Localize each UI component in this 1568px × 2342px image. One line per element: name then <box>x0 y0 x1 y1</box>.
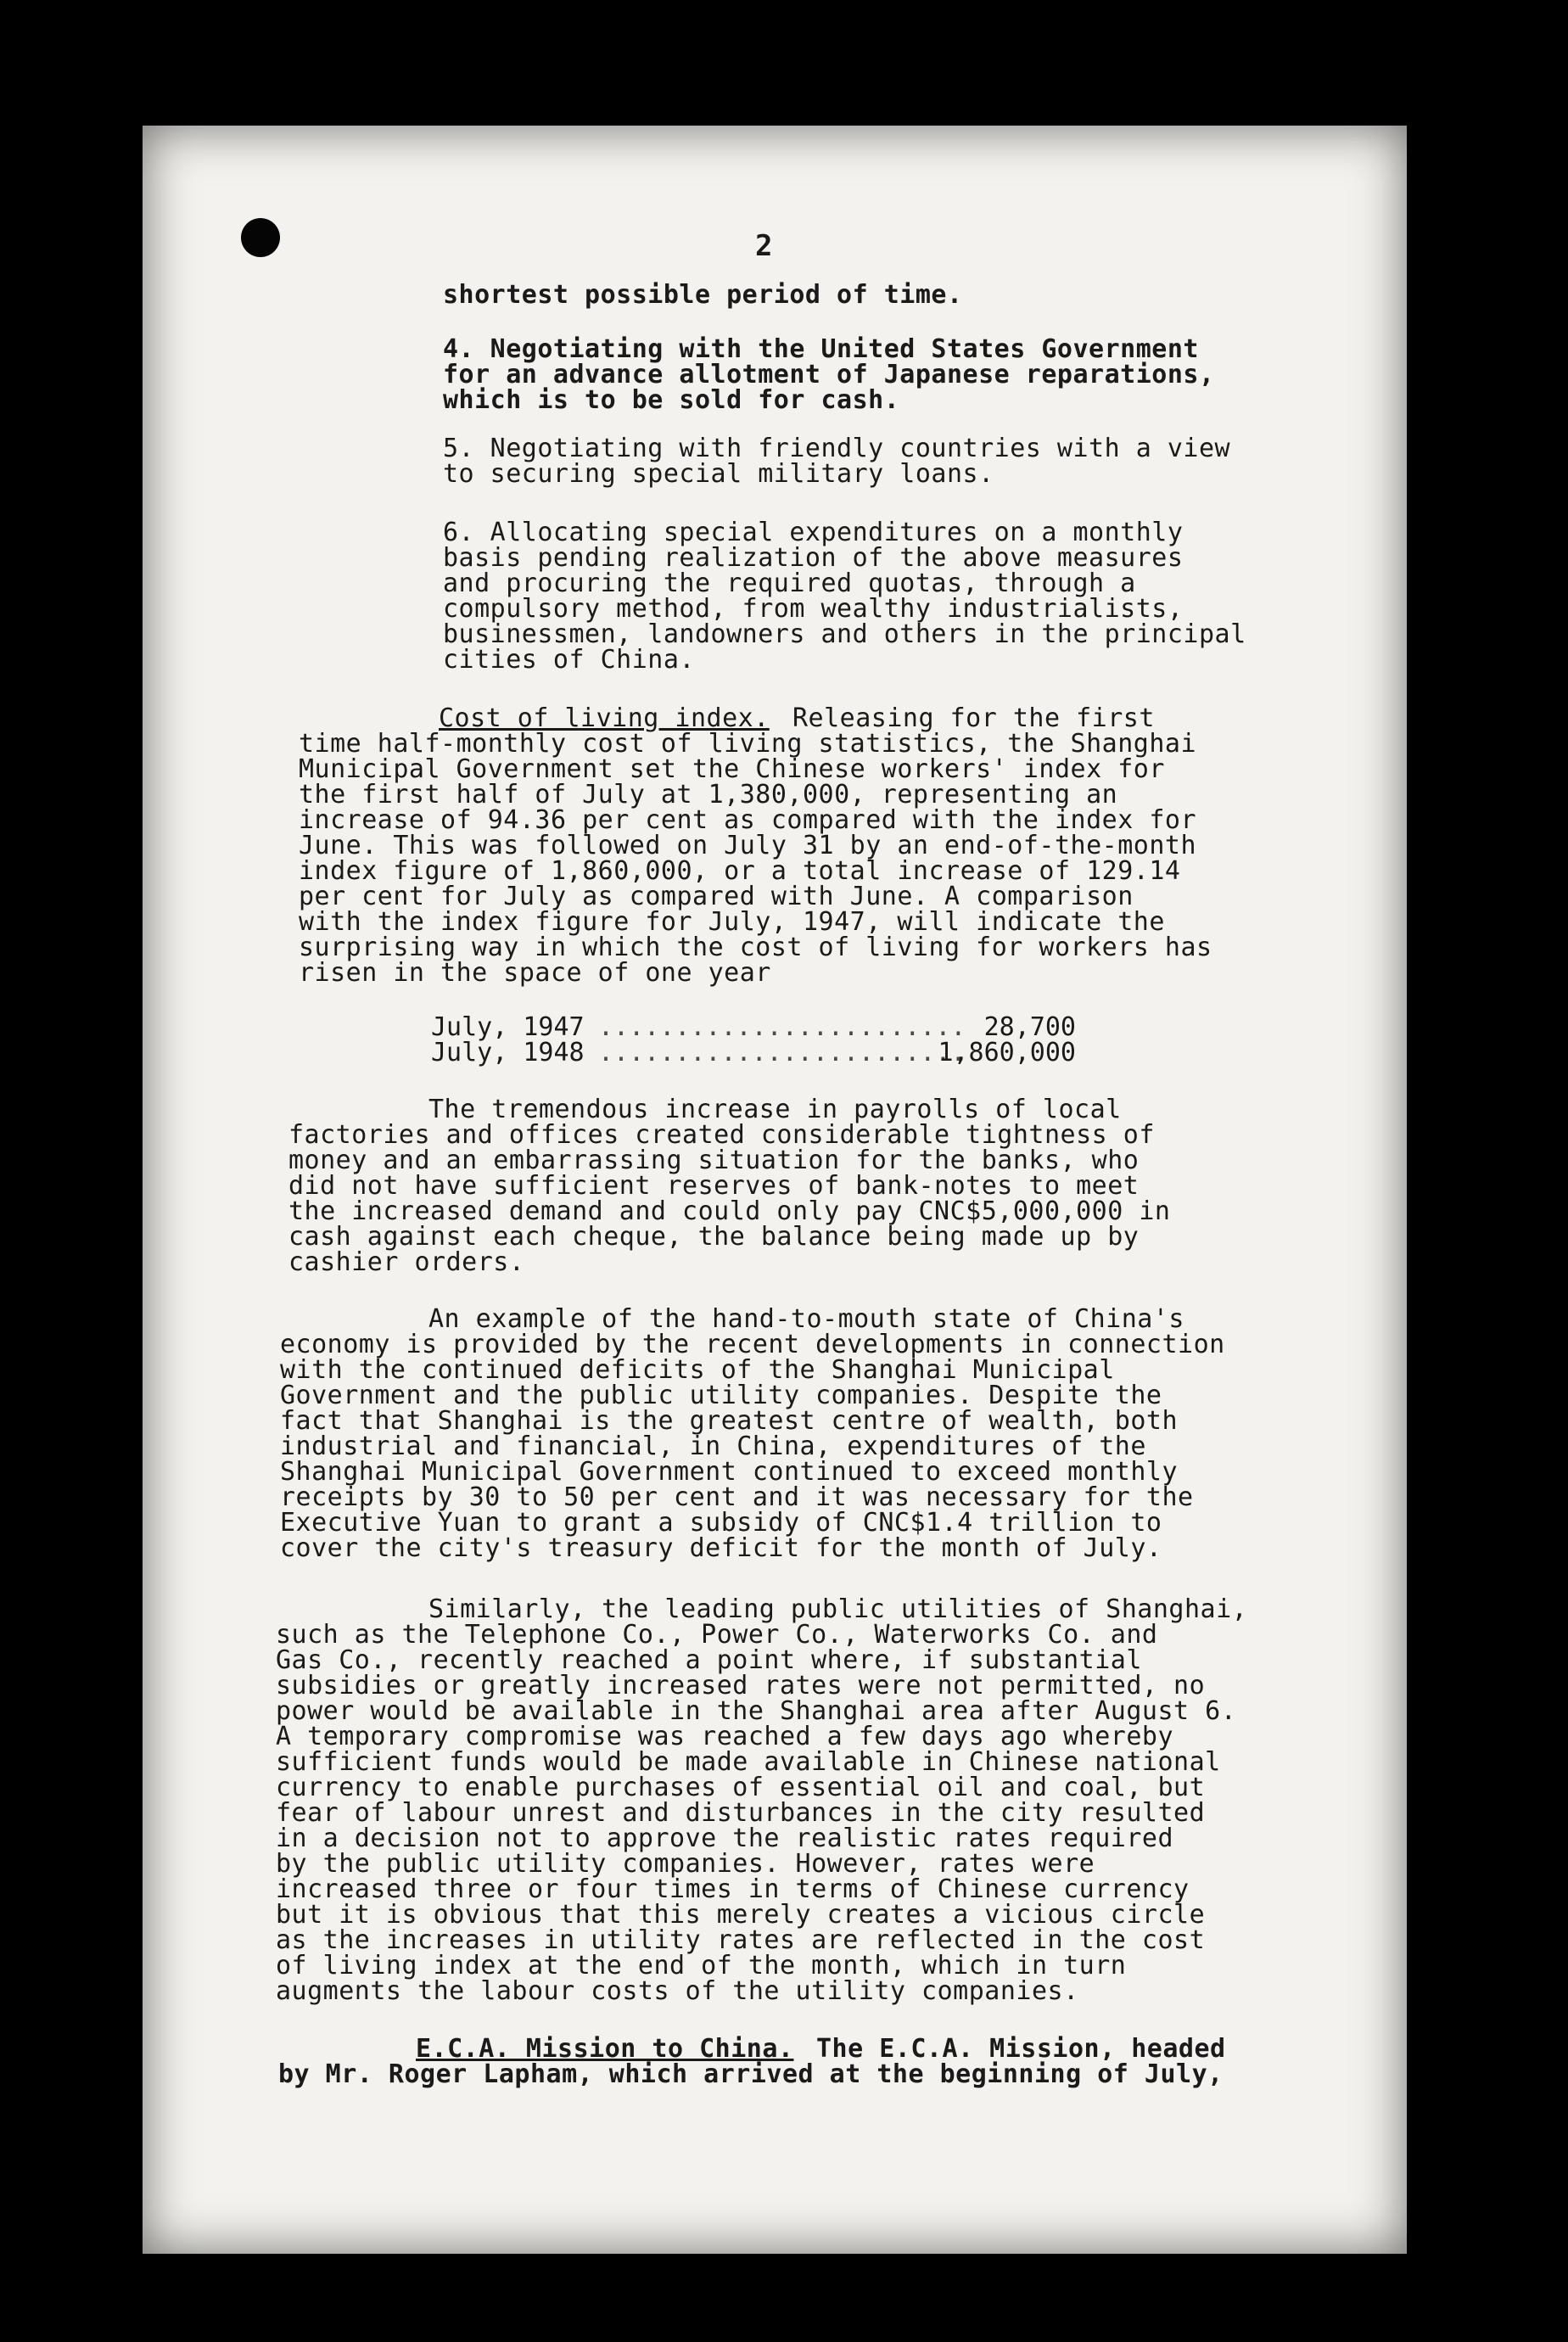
text-line: did not have sufficient reserves of bank-notes to meet <box>288 1171 1140 1201</box>
text-line: to securing special military loans. <box>443 459 994 489</box>
text-line: cash against each cheque, the balance being made up by <box>288 1222 1140 1252</box>
text-line: by the public utility companies. However, rates were <box>276 1849 1095 1879</box>
text-line: for an advance allotment of Japanese reparations, <box>443 360 1215 389</box>
text-line: cover the city's treasury deficit for the month of July. <box>280 1533 1162 1563</box>
page-number: 2 <box>755 229 773 263</box>
text-line: with the continued deficits of the Shanghai Municipal <box>280 1355 1115 1385</box>
text-line: Government and the public utility companies. Despite the <box>280 1381 1162 1410</box>
text-line: industrial and financial, in China, expenditures of the <box>280 1432 1146 1461</box>
text-line: increase of 94.36 per cent as compared with the index for <box>299 805 1197 835</box>
text-line: augments the labour costs of the utility companies. <box>276 1976 1079 2006</box>
section-heading: Cost of living index. <box>439 703 770 733</box>
text-line: subsidies or greatly increased rates were not permitted, no <box>276 1671 1206 1700</box>
text-line: such as the Telephone Co., Power Co., Waterworks Co. and <box>276 1620 1158 1650</box>
text-line: June. This was followed on July 31 by an end-of-the-month <box>299 831 1197 860</box>
table-value: 28,700 <box>983 1012 1076 1042</box>
text-line: A temporary compromise was reached a few days ago whereby <box>276 1722 1174 1751</box>
text-line: which is to be sold for cash. <box>443 385 900 415</box>
table-value: 1,860,000 <box>938 1038 1076 1067</box>
text-line: Releasing for the first <box>792 703 1155 733</box>
text-line: Shanghai Municipal Government continued to exceed monthly <box>280 1457 1179 1487</box>
text-line: Executive Yuan to grant a subsidy of CNC$1.4 trillion to <box>280 1508 1162 1538</box>
text-line: An example of the hand-to-mouth state of China's <box>428 1304 1184 1334</box>
text-line: the first half of July at 1,380,000, representing an <box>299 780 1118 810</box>
text-line: and procuring the required quotas, through a <box>443 569 1136 598</box>
punch-hole <box>241 218 280 257</box>
text-line: risen in the space of one year <box>299 958 771 988</box>
text-line: compulsory method, from wealthy industrialists, <box>443 594 1184 624</box>
text-line: index figure of 1,860,000, or a total increase of 129.14 <box>299 856 1181 886</box>
text-line: 5. Negotiating with friendly countries with a view <box>443 434 1231 463</box>
table-leader-dots: ........................ <box>598 1038 966 1067</box>
table-leader-dots: ........................ <box>598 1012 966 1042</box>
text-line: The tremendous increase in payrolls of local <box>428 1095 1122 1124</box>
text-line: The E.C.A. Mission, headed <box>816 2034 1226 2064</box>
text-line: businessmen, landowners and others in the principal <box>443 619 1246 649</box>
text-line: currency to enable purchases of essential oil and coal, but <box>276 1773 1206 1802</box>
text-line: 6. Allocating special expenditures on a monthly <box>443 518 1184 547</box>
text-line: by Mr. Roger Lapham, which arrived at the beginning of July, <box>278 2059 1224 2089</box>
text-line: but it is obvious that this merely creates a vicious circle <box>276 1900 1206 1930</box>
text-line: sufficient funds would be made available in Chinese national <box>276 1747 1221 1777</box>
text-line: per cent for July as compared with June. A comparison <box>299 882 1134 911</box>
text-line: shortest possible period of time. <box>443 280 963 310</box>
text-line: money and an embarrassing situation for the banks, who <box>288 1146 1140 1175</box>
text-line: basis pending realization of the above measures <box>443 543 1184 573</box>
text-line: Similarly, the leading public utilities of Shanghai, <box>428 1594 1248 1624</box>
text-line: cities of China. <box>443 645 695 675</box>
text-line: Municipal Government set the Chinese workers' index for <box>299 754 1165 784</box>
text-line: receipts by 30 to 50 per cent and it was necessary for the <box>280 1482 1194 1512</box>
text-line: in a decision not to approve the realistic rates required <box>276 1824 1174 1853</box>
text-line: the increased demand and could only pay CNC$5,000,000 in <box>288 1196 1171 1226</box>
text-line: of living index at the end of the month, which in turn <box>276 1951 1127 1981</box>
text-line: economy is provided by the recent developments in connection <box>280 1330 1225 1359</box>
text-line: surprising way in which the cost of living for workers has <box>299 933 1212 962</box>
table-label: July, 1947 <box>431 1012 585 1042</box>
text-line: as the increases in utility rates are reflected in the cost <box>276 1925 1206 1955</box>
text-line: factories and offices created considerable tightness of <box>288 1120 1155 1150</box>
text-line: power would be available in the Shanghai area after August 6. <box>276 1696 1237 1726</box>
text-line: time half-monthly cost of living statistics, the Shanghai <box>299 729 1197 759</box>
section-heading: E.C.A. Mission to China. <box>416 2034 794 2064</box>
text-line: cashier orders. <box>288 1247 525 1277</box>
text-line: 4. Negotiating with the United States Government <box>443 334 1199 364</box>
text-line: fear of labour unrest and disturbances in the city resulted <box>276 1798 1206 1828</box>
text-line: increased three or four times in terms of Chinese currency <box>276 1874 1190 1904</box>
text-line: Gas Co., recently reached a point where, if substantial <box>276 1645 1142 1675</box>
table-label: July, 1948 <box>431 1038 585 1067</box>
text-line: with the index figure for July, 1947, will indicate the <box>299 907 1165 937</box>
text-line: fact that Shanghai is the greatest centre of wealth, both <box>280 1406 1179 1436</box>
